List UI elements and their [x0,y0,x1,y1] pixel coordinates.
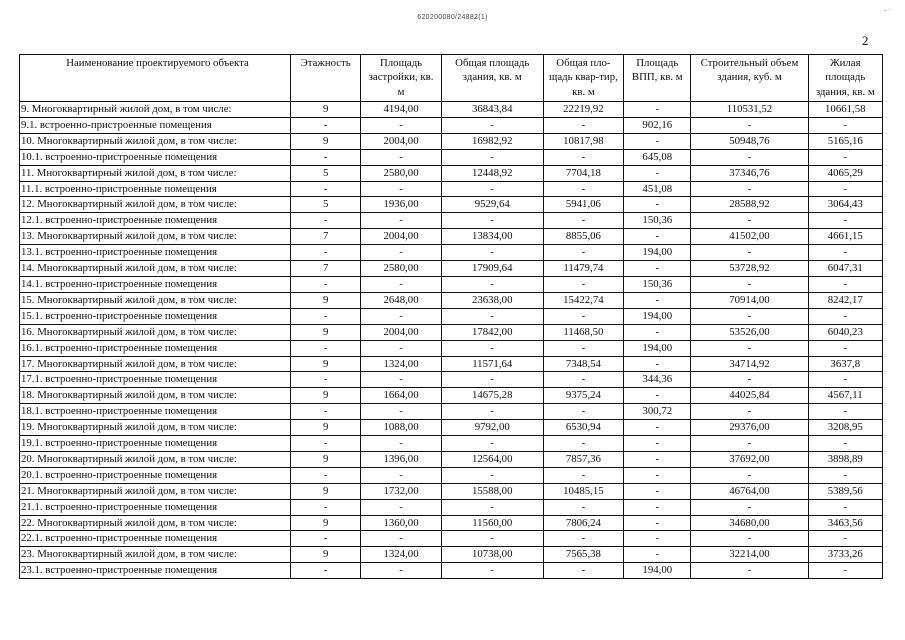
cell-volume: - [691,181,808,197]
cell-living-area: 4065,29 [808,165,882,181]
cell-volume: - [691,308,808,324]
cell-name: 18. Многоквартирный жилой дом, в том числе: [20,388,291,404]
cell-floors: 9 [291,356,361,372]
cell-total-area: - [441,467,543,483]
cell-vpp-area: 194,00 [624,340,691,356]
cell-vpp-area: - [624,515,691,531]
table-row [20,515,883,531]
table-row [20,499,883,515]
cell-total-area: - [441,181,543,197]
cell-volume: 37692,00 [691,451,808,467]
cell-vpp-area: - [624,324,691,340]
cell-volume: - [691,213,808,229]
cell-apartment-area: - [543,117,623,133]
cell-total-area: - [441,404,543,420]
cell-floors: 9 [291,102,361,118]
cell-total-area: 14675,28 [441,388,543,404]
cell-volume: 46764,00 [691,483,808,499]
table-row [20,181,883,197]
table-row [20,292,883,308]
table-row [20,547,883,563]
cell-built-area: - [361,117,441,133]
cell-built-area: - [361,213,441,229]
table-row [20,229,883,245]
cell-living-area: 3064,43 [808,197,882,213]
table-row [20,467,883,483]
cell-living-area: 3208,95 [808,420,882,436]
table-row [20,308,883,324]
column-header-floors: Этажность [291,55,361,102]
table-row [20,356,883,372]
cell-volume: - [691,340,808,356]
cell-living-area: 3733,26 [808,547,882,563]
cell-name: 22. Многоквартирный жилой дом, в том числе: [20,515,291,531]
cell-name: 23.1. встроенно-пристроенные помещения [20,563,291,579]
cell-name: 19. Многоквартирный жилой дом, в том числе: [20,420,291,436]
cell-name: 20. Многоквартирный жилой дом, в том числе: [20,451,291,467]
cell-total-area: 12564,00 [441,451,543,467]
cell-vpp-area: - [624,229,691,245]
cell-total-area: 17909,64 [441,261,543,277]
cell-volume: 70914,00 [691,292,808,308]
cell-floors: 9 [291,388,361,404]
cell-apartment-area: - [543,149,623,165]
page-number: 2 [862,33,869,48]
cell-floors: - [291,117,361,133]
cell-apartment-area: 7565,38 [543,547,623,563]
cell-volume: - [691,372,808,388]
cell-name: 11.1. встроенно-пристроенные помещения [20,181,291,197]
cell-total-area: 11560,00 [441,515,543,531]
cell-vpp-area: - [624,133,691,149]
cell-built-area: - [361,436,441,452]
cell-floors: 5 [291,165,361,181]
cell-apartment-area: - [543,404,623,420]
table-row [20,324,883,340]
cell-volume: 53526,00 [691,324,808,340]
cell-total-area: 11571,64 [441,356,543,372]
cell-name: 21. Многоквартирный жилой дом, в том числе: [20,483,291,499]
table-row [20,340,883,356]
table-row [20,276,883,292]
cell-built-area: 2648,00 [361,292,441,308]
cell-living-area: - [808,149,882,165]
cell-total-area: - [441,340,543,356]
cell-living-area: - [808,563,882,579]
cell-living-area: 6040,23 [808,324,882,340]
cell-living-area: - [808,340,882,356]
table-body [20,102,883,579]
cell-total-area: 17842,00 [441,324,543,340]
table-row [20,165,883,181]
cell-living-area: - [808,499,882,515]
cell-built-area: 2580,00 [361,261,441,277]
table-row [20,563,883,579]
cell-built-area: - [361,404,441,420]
cell-vpp-area: - [624,197,691,213]
column-header-volume: Строительный объем здания, куб. м [691,55,808,102]
cell-name: 16. Многоквартирный жилой дом, в том числе: [20,324,291,340]
cell-vpp-area: 150,36 [624,213,691,229]
table-row [20,197,883,213]
cell-floors: - [291,372,361,388]
cell-name: 19.1. встроенно-пристроенные помещения [20,436,291,452]
cell-apartment-area: - [543,245,623,261]
cell-name: 10.1. встроенно-пристроенные помещения [20,149,291,165]
cell-vpp-area: 344,36 [624,372,691,388]
cell-name: 15.1. встроенно-пристроенные помещения [20,308,291,324]
table-row [20,420,883,436]
cell-living-area: - [808,245,882,261]
cell-name: 18.1. встроенно-пристроенные помещения [20,404,291,420]
cell-living-area: - [808,467,882,483]
cell-built-area: - [361,245,441,261]
cell-total-area: - [441,149,543,165]
cell-volume: - [691,276,808,292]
cell-total-area: 16982,92 [441,133,543,149]
cell-volume: - [691,149,808,165]
cell-living-area: 6047,31 [808,261,882,277]
cell-vpp-area: - [624,356,691,372]
cell-built-area: - [361,149,441,165]
cell-vpp-area: - [624,420,691,436]
cell-apartment-area: 5941,06 [543,197,623,213]
cell-total-area: 9529,64 [441,197,543,213]
cell-floors: - [291,213,361,229]
cell-total-area: 12448,92 [441,165,543,181]
cell-built-area: 1324,00 [361,547,441,563]
cell-volume: - [691,404,808,420]
cell-volume: - [691,436,808,452]
cell-floors: - [291,467,361,483]
table-row [20,531,883,547]
cell-floors: 9 [291,292,361,308]
cell-vpp-area: - [624,483,691,499]
cell-apartment-area: 10485,15 [543,483,623,499]
cell-vpp-area: - [624,165,691,181]
table-row [20,102,883,118]
column-header-living-area: Жилая площадь здания, кв. м [808,55,882,102]
table-row [20,213,883,229]
cell-apartment-area: - [543,372,623,388]
cell-built-area: 1664,00 [361,388,441,404]
cell-apartment-area: 15422,74 [543,292,623,308]
cell-living-area: 3637,8 [808,356,882,372]
cell-name: 16.1. встроенно-пристроенные помещения [20,340,291,356]
cell-floors: 9 [291,451,361,467]
cell-apartment-area: - [543,563,623,579]
cell-built-area: - [361,467,441,483]
cell-volume: 44025,84 [691,388,808,404]
table-row [20,483,883,499]
cell-apartment-area: 11479,74 [543,261,623,277]
cell-built-area: 1088,00 [361,420,441,436]
cell-floors: - [291,404,361,420]
cell-apartment-area: - [543,436,623,452]
cell-name: 9.1. встроенно-пристроенные помещения [20,117,291,133]
cell-total-area: 9792,00 [441,420,543,436]
cell-volume: 32214,00 [691,547,808,563]
cell-floors: - [291,563,361,579]
document-header-code: 620200080/24882(1) [417,14,488,21]
cell-built-area: - [361,308,441,324]
column-header-apartment-area: Общая пло-щадь квар-тир, кв. м [543,55,623,102]
cell-living-area: - [808,308,882,324]
cell-floors: 9 [291,420,361,436]
cell-volume: 53728,92 [691,261,808,277]
cell-volume: - [691,245,808,261]
building-parameters-table [19,54,883,579]
cell-apartment-area: - [543,308,623,324]
table-row [20,372,883,388]
cell-name: 17.1. встроенно-пристроенные помещения [20,372,291,388]
cell-built-area: - [361,181,441,197]
cell-floors: 9 [291,547,361,563]
cell-vpp-area: - [624,292,691,308]
column-header-built-area: Площадь застройки, кв. м [361,55,441,102]
cell-floors: - [291,436,361,452]
cell-vpp-area: 300,72 [624,404,691,420]
cell-floors: 9 [291,324,361,340]
cell-apartment-area: 7348,54 [543,356,623,372]
cell-total-area: - [441,276,543,292]
cell-vpp-area: 451,08 [624,181,691,197]
cell-volume: - [691,499,808,515]
cell-built-area: 1396,00 [361,451,441,467]
cell-floors: 5 [291,197,361,213]
cell-built-area: 2580,00 [361,165,441,181]
cell-apartment-area: 10817,98 [543,133,623,149]
cell-built-area: 4194,00 [361,102,441,118]
cell-total-area: - [441,499,543,515]
cell-vpp-area: - [624,261,691,277]
cell-vpp-area: - [624,531,691,547]
cell-built-area: 1936,00 [361,197,441,213]
table-row [20,133,883,149]
cell-built-area: 2004,00 [361,229,441,245]
cell-built-area: - [361,531,441,547]
table-row [20,404,883,420]
cell-apartment-area: - [543,340,623,356]
cell-vpp-area: - [624,451,691,467]
cell-apartment-area: - [543,213,623,229]
cell-living-area: - [808,372,882,388]
cell-built-area: - [361,563,441,579]
cell-apartment-area: - [543,499,623,515]
cell-apartment-area: 7857,36 [543,451,623,467]
table-row [20,436,883,452]
cell-volume: - [691,467,808,483]
table-row [20,117,883,133]
cell-built-area: 1360,00 [361,515,441,531]
cell-vpp-area: 194,00 [624,308,691,324]
cell-living-area: - [808,276,882,292]
cell-name: 17. Многоквартирный жилой дом, в том числе: [20,356,291,372]
cell-volume: 37346,76 [691,165,808,181]
column-header-total-area: Общая площадь здания, кв. м [441,55,543,102]
cell-name: 14. Многоквартирный жилой дом, в том числе: [20,261,291,277]
cell-volume: 50948,76 [691,133,808,149]
cell-volume: 28588,92 [691,197,808,213]
cell-total-area: 15588,00 [441,483,543,499]
cell-floors: 9 [291,133,361,149]
cell-living-area: 8242,17 [808,292,882,308]
cell-name: 12.1. встроенно-пристроенные помещения [20,213,291,229]
cell-name: 22.1. встроенно-пристроенные помещения [20,531,291,547]
cell-apartment-area: - [543,531,623,547]
table-header-row [20,55,883,102]
cell-floors: - [291,181,361,197]
cell-built-area: - [361,340,441,356]
cell-vpp-area: - [624,467,691,483]
cell-name: 15. Многоквартирный жилой дом, в том числе: [20,292,291,308]
cell-built-area: 2004,00 [361,133,441,149]
cell-living-area: - [808,213,882,229]
cell-built-area: 1732,00 [361,483,441,499]
cell-living-area: 10661,58 [808,102,882,118]
cell-floors: - [291,149,361,165]
cell-living-area: 5165,16 [808,133,882,149]
cell-volume: 110531,52 [691,102,808,118]
cell-floors: - [291,531,361,547]
cell-total-area: - [441,436,543,452]
cell-volume: 41502,00 [691,229,808,245]
cell-total-area: - [441,563,543,579]
cell-vpp-area: - [624,102,691,118]
cell-vpp-area: - [624,388,691,404]
cell-total-area: - [441,213,543,229]
cell-built-area: - [361,499,441,515]
cell-vpp-area: - [624,547,691,563]
cell-name: 10. Многоквартирный жилой дом, в том числе: [20,133,291,149]
cell-total-area: 23638,00 [441,292,543,308]
cell-total-area: - [441,372,543,388]
cell-vpp-area: 645,08 [624,149,691,165]
cell-living-area: - [808,436,882,452]
cell-built-area: 1324,00 [361,356,441,372]
cell-name: 13.1. встроенно-пристроенные помещения [20,245,291,261]
cell-total-area: - [441,117,543,133]
cell-total-area: - [441,531,543,547]
cell-living-area: - [808,404,882,420]
cell-floors: - [291,499,361,515]
cell-apartment-area: 11468,50 [543,324,623,340]
cell-apartment-area: 22219,92 [543,102,623,118]
cell-apartment-area: 7806,24 [543,515,623,531]
cell-total-area: - [441,308,543,324]
cell-total-area: - [441,245,543,261]
cell-vpp-area: 194,00 [624,245,691,261]
cell-living-area: - [808,181,882,197]
cell-apartment-area: - [543,467,623,483]
cell-living-area: 4567,11 [808,388,882,404]
cell-vpp-area: 194,00 [624,563,691,579]
cell-apartment-area: 6530,94 [543,420,623,436]
cell-name: 9. Многоквартирный жилой дом, в том числе: [20,102,291,118]
cell-apartment-area: 7704,18 [543,165,623,181]
cell-living-area: 3463,56 [808,515,882,531]
cell-name: 12. Многоквартирный жилой дом, в том числе: [20,197,291,213]
cell-name: 14.1. встроенно-пристроенные помещения [20,276,291,292]
cell-name: 13. Многоквартирный жилой дом, в том числе: [20,229,291,245]
cell-floors: 9 [291,515,361,531]
cell-floors: 9 [291,483,361,499]
cell-volume: - [691,117,808,133]
cell-total-area: 13834,00 [441,229,543,245]
cell-volume: - [691,563,808,579]
cell-built-area: 2004,00 [361,324,441,340]
cell-floors: 7 [291,229,361,245]
cell-volume: 29376,00 [691,420,808,436]
table-row [20,261,883,277]
cell-apartment-area: 9375,24 [543,388,623,404]
corner-mark: - · [884,6,891,14]
column-header-vpp-area: Площадь ВПП, кв. м [624,55,691,102]
cell-name: 20.1. встроенно-пристроенные помещения [20,467,291,483]
cell-total-area: 36843,84 [441,102,543,118]
column-header-name: Наименование проектируемого объекта [20,55,291,102]
cell-vpp-area: - [624,499,691,515]
cell-vpp-area: - [624,436,691,452]
cell-living-area: 4661,15 [808,229,882,245]
cell-floors: - [291,245,361,261]
cell-floors: - [291,308,361,324]
cell-volume: 34680,00 [691,515,808,531]
table-row [20,388,883,404]
cell-floors: 7 [291,261,361,277]
cell-name: 23. Многоквартирный жилой дом, в том числе: [20,547,291,563]
table-row [20,451,883,467]
cell-vpp-area: 150,36 [624,276,691,292]
cell-floors: - [291,276,361,292]
cell-built-area: - [361,372,441,388]
cell-living-area: 3898,89 [808,451,882,467]
cell-apartment-area: 8855,06 [543,229,623,245]
cell-name: 11. Многоквартирный жилой дом, в том числе: [20,165,291,181]
cell-apartment-area: - [543,276,623,292]
cell-built-area: - [361,276,441,292]
cell-living-area: - [808,117,882,133]
cell-living-area: - [808,531,882,547]
cell-living-area: 5389,56 [808,483,882,499]
cell-vpp-area: 902,16 [624,117,691,133]
cell-total-area: 10738,00 [441,547,543,563]
table-row [20,245,883,261]
cell-floors: - [291,340,361,356]
cell-volume: 34714,92 [691,356,808,372]
cell-apartment-area: - [543,181,623,197]
table-row [20,149,883,165]
cell-volume: - [691,531,808,547]
cell-name: 21.1. встроенно-пристроенные помещения [20,499,291,515]
